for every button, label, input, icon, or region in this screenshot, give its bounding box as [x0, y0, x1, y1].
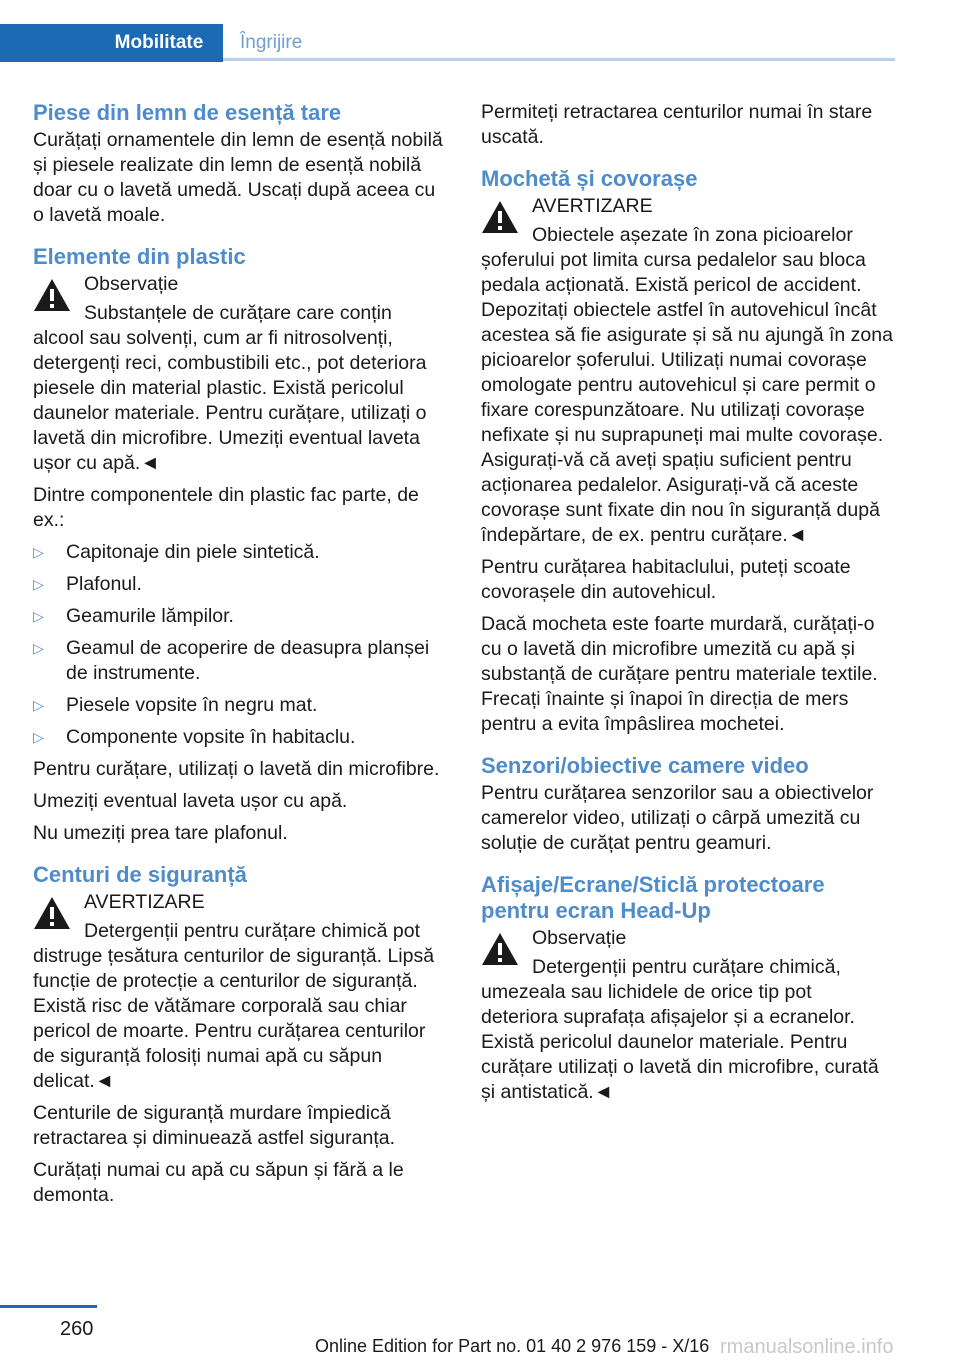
triangle-bullet-icon: ▷ [33, 576, 44, 592]
tab-bar-lead [0, 24, 95, 62]
plastic-notice-body: Substanțele de curățare care conțin alcool sau solvenți, cum ar fi nitrosolvenți, detergenți reci, combustibili etc., pot deteriora piesele din material plastic. Există pericolul daunelor materiale. Pentru curățare, utilizați o lavetă din microfibre. Umeziți eventual laveta ușor cu apă.◄ [33, 302, 427, 474]
plastic-p1: Pentru curățare, utilizați o lavetă din microfibre. [33, 758, 440, 780]
displays-notice [481, 926, 893, 1105]
triangle-bullet-icon: ▷ [33, 544, 44, 560]
plastic-p3: Nu umeziți prea tare plafonul. [33, 822, 288, 844]
list-item: ▷ Plafonul. [33, 573, 142, 595]
triangle-bullet-icon: ▷ [33, 608, 44, 624]
list-item: ▷ Componente vopsite în habitaclu. [33, 726, 356, 748]
warning-triangle-icon [33, 278, 71, 312]
displays-notice-body: Detergenții pentru curățare chimică, umezeala sau lichidele de orice tip pot deteriora suprafața afișajelor și a ecranelor. Există pericolul daunelor materiale. Pentru curățare utilizați o lavetă din microfibre, curată și antistatică.◄ [481, 956, 879, 1103]
belts-p2: Curățați numai cu apă cu săpun și fără a le demonta. [33, 1159, 404, 1206]
belts-p1: Centurile de siguranță murdare împiedică retractarea și diminuează astfel siguranța. [33, 1102, 396, 1149]
tab-bar-underline [223, 58, 895, 61]
section-title-sensors: Senzori/obiective camere video [481, 753, 809, 778]
belts-continuation: Permiteți retractarea centurilor numai în stare uscată. [481, 101, 873, 148]
sensors-body: Pentru curățarea senzorilor sau a obiectivelor camerelor video, utilizați o cârpă umezită cu soluție de curățat pentru geamuri. [481, 782, 874, 854]
tab-mobilitate[interactable]: Mobilitate [95, 24, 223, 62]
edition-note: Online Edition for Part no. 01 40 2 976 159 - X/16 [315, 1336, 710, 1356]
list-item: ▷ Geamul de acoperire de deasupra planșei de instrumente. [33, 637, 430, 684]
list-item: ▷ Piesele vopsite în negru mat. [33, 694, 318, 716]
plastic-notice-title: Observație [84, 273, 179, 295]
belts-warning-body: Detergenții pentru curățare chimică pot distruge țesătura centurilor de siguranță. Lipsă funcție de protecție a centurilor de siguranță. Există risc de vătămare corporală sau chiar pericol de moarte. Pentru curățarea centurilor de siguranță folosiți numai apă cu săpun delicat.◄ [33, 920, 435, 1092]
plastic-intro: Dintre componentele din plastic fac parte, de ex.: [33, 484, 419, 531]
section-title-carpet: Mochetă și covorașe [481, 166, 698, 191]
watermark: rmanualsonline.info [720, 1336, 894, 1358]
footer-accent-line [0, 1305, 97, 1308]
carpet-p2: Dacă mocheta este foarte murdară, curățați-o cu o lavetă din microfibre umezită cu apă și substanță de curățare pentru materiale textile. Frecați înainte și înapoi în direcția de mers pentru a evita împâslirea mochetei. [481, 613, 878, 735]
list-item: ▷ Geamurile lămpilor. [33, 605, 234, 627]
warning-triangle-icon [481, 932, 519, 966]
displays-notice-title: Observație [532, 927, 627, 949]
carpet-p1: Pentru curățarea habitaclului, puteți scoate covorașele din autovehicul. [481, 556, 851, 603]
plastic-components-list [33, 540, 445, 750]
belts-warning-title: AVERTIZARE [84, 891, 205, 913]
section-title-displays: Afișaje/Ecrane/Sticlă protectoare pentru ecran Head-Up [481, 872, 825, 923]
triangle-bullet-icon: ▷ [33, 640, 44, 656]
warning-triangle-icon [33, 896, 71, 930]
plastic-notice [33, 272, 445, 476]
section-title-plastic: Elemente din plastic [33, 244, 246, 269]
section-title-wood: Piese din lemn de esență tare [33, 100, 342, 125]
list-item: ▷ Capitonaje din piele sintetică. [33, 541, 320, 563]
belts-warning [33, 890, 445, 1094]
tab-ingrijire[interactable]: Îngrijire [240, 32, 303, 53]
triangle-bullet-icon: ▷ [33, 729, 44, 745]
warning-triangle-icon [481, 200, 519, 234]
carpet-warning [481, 194, 893, 548]
chapter-tab-bar [0, 24, 895, 62]
left-column [33, 100, 445, 1215]
carpet-warning-title: AVERTIZARE [532, 195, 653, 217]
page-number: 260 [60, 1318, 94, 1340]
plastic-p2: Umeziți eventual laveta ușor cu apă. [33, 790, 348, 812]
triangle-bullet-icon: ▷ [33, 697, 44, 713]
right-column [481, 100, 893, 1112]
carpet-warning-body: Obiectele așezate în zona picioarelor șoferului pot limita cursa pedalelor sau bloca pedala acționată. Există pericol de accident. Depozitați obiectele astfel în autovehicul încât acestea să fie asigurate și să nu ajungă în zona picioarelor șoferului. Utilizați numai covorașe omologate pentru autovehicul și care permit o fixare corespunzătoare. Nu utilizați covorașe nefixate și nu suprapuneți mai multe covorașe. Asigurați-vă că aveți spațiu suficient pentru acționarea pedalelor. Asigurați-vă că aceste covorașe sunt fixate din nou în siguranță după îndepărtare, de ex. pentru curățare.◄ [481, 224, 893, 546]
section-title-belts: Centuri de siguranță [33, 862, 247, 887]
wood-body: Curățați ornamentele din lemn de esență nobilă și piesele realizate din lemn de esență nobilă doar cu o lavetă umedă. Uscați după aceea cu o lavetă moale. [33, 129, 443, 226]
